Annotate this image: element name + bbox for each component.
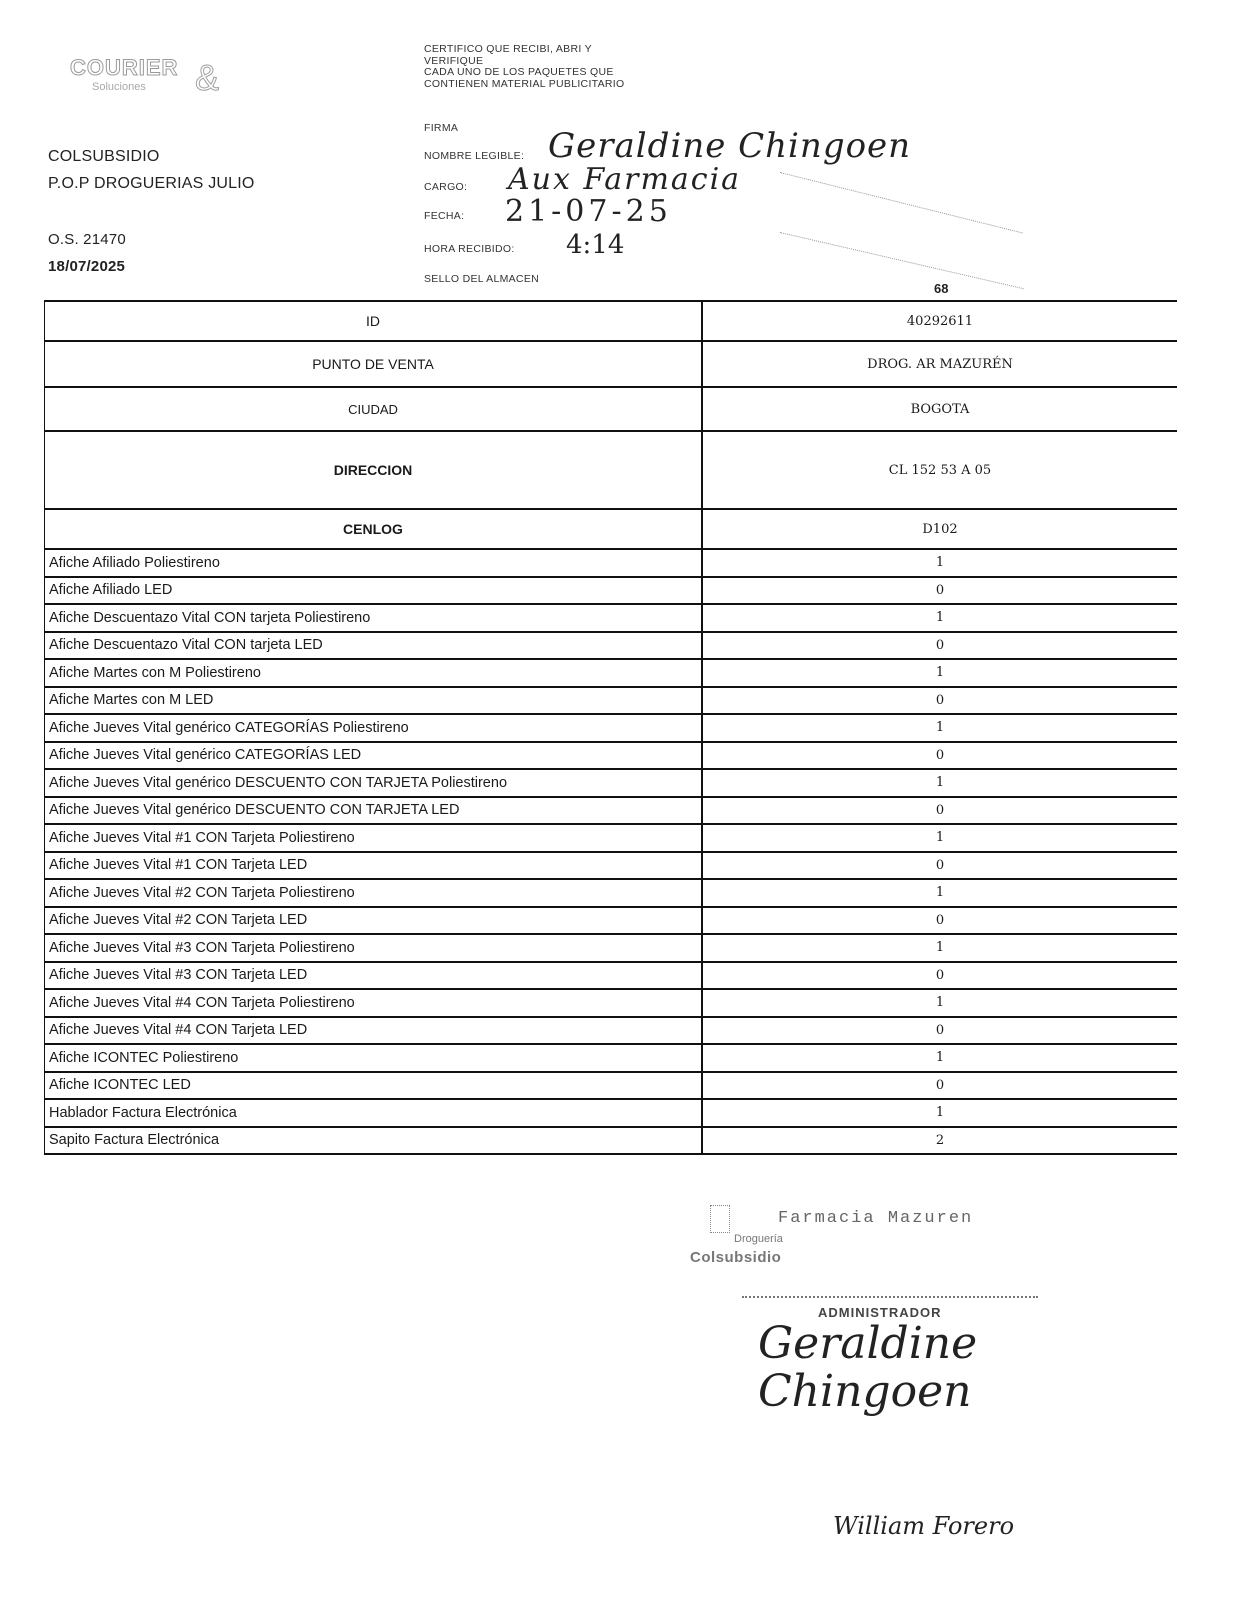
cert-line: CADA UNO DE LOS PAQUETES QUE [424,66,614,78]
item-qty: 1 [702,714,1177,742]
administrator-signature: Geraldine Chingoen [758,1318,978,1417]
item-row [45,769,1178,797]
nombre-label: NOMBRE LEGIBLE: [424,150,525,162]
item-qty: 1 [702,934,1177,962]
delivery-table [44,300,1177,1155]
item-qty: 1 [702,604,1177,632]
info-value: 40292611 [702,301,1177,341]
item-qty: 0 [702,907,1177,935]
document-date: 18/07/2025 [48,258,126,275]
item-qty: 2 [702,1127,1177,1155]
cargo-value: Aux Farmacia [508,162,742,197]
item-name: Afiche Jueves Vital #4 CON Tarjeta LED [45,1017,703,1045]
info-value: D102 [702,509,1177,549]
order-number: O.S. 21470 [48,231,126,248]
item-qty: 0 [702,742,1177,770]
stamp-number: 68 [934,281,949,296]
logo-mark-icon: & [195,57,220,98]
firma-label: FIRMA [424,122,459,134]
item-row [45,1072,1178,1100]
item-row [45,604,1178,632]
pharmacy-stamp [690,1195,1050,1305]
info-value: BOGOTA [702,387,1177,431]
item-row [45,687,1178,715]
item-row [45,577,1178,605]
warehouse-stamp-arc [780,232,1024,289]
item-name: Afiche Jueves Vital #3 CON Tarjeta LED [45,962,703,990]
item-name: Afiche Jueves Vital genérico DESCUENTO CON TARJETA LED [45,797,703,825]
company-name: COLSUBSIDIO [48,148,160,165]
item-row [45,852,1178,880]
item-name: Afiche Jueves Vital #4 CON Tarjeta Poliestireno [45,989,703,1017]
item-name: Afiche Jueves Vital #2 CON Tarjeta LED [45,907,703,935]
item-row [45,1127,1178,1155]
item-name: Afiche Martes con M LED [45,687,703,715]
item-name: Afiche Afiliado Poliestireno [45,549,703,577]
cert-line: CONTIENEN MATERIAL PUBLICITARIO [424,77,625,90]
stamp-brand-line2: Colsubsidio [690,1249,782,1266]
info-row-cenlog [45,509,1178,549]
item-qty: 1 [702,879,1177,907]
item-row [45,632,1178,660]
info-label: DIRECCION [45,431,703,509]
sello-label: SELLO DEL ALMACEN [424,273,540,285]
info-value: DROG. AR MAZURÉN [702,341,1177,387]
hora-value: 4:14 [566,230,625,260]
stamp-brand-line1: Droguería [734,1233,783,1245]
item-row [45,962,1178,990]
item-row [45,659,1178,687]
second-signature: William Forero [833,1512,1015,1540]
item-qty: 0 [702,632,1177,660]
courier-logo [70,55,230,111]
item-name: Afiche ICONTEC LED [45,1072,703,1100]
item-row [45,797,1178,825]
project-name: P.O.P DROGUERIAS JULIO [48,175,255,192]
item-qty: 0 [702,687,1177,715]
signature-line [742,1296,1038,1298]
info-row-direccion [45,431,1178,509]
item-qty: 1 [702,989,1177,1017]
item-row [45,989,1178,1017]
cert-line: VERIFIQUE [424,54,484,67]
info-row-ciudad [45,387,1178,431]
item-name: Afiche Jueves Vital genérico CATEGORÍAS LED [45,742,703,770]
item-qty: 1 [702,769,1177,797]
item-name: Afiche Martes con M Poliestireno [45,659,703,687]
item-qty: 1 [702,1044,1177,1072]
stamp-role: ADMINISTRADOR [818,1305,942,1320]
item-qty: 0 [702,852,1177,880]
item-row [45,1099,1178,1127]
info-value: CL 152 53 A 05 [702,431,1177,509]
item-qty: 0 [702,797,1177,825]
cargo-label: CARGO: [424,181,468,193]
item-name: Afiche Jueves Vital #2 CON Tarjeta Poliestireno [45,879,703,907]
item-row [45,714,1178,742]
item-qty: 1 [702,659,1177,687]
item-name: Afiche Jueves Vital genérico DESCUENTO CON TARJETA Poliestireno [45,769,703,797]
item-qty: 0 [702,1072,1177,1100]
item-qty: 1 [702,549,1177,577]
info-label: CIUDAD [45,387,703,431]
info-label: PUNTO DE VENTA [45,341,703,387]
item-name: Afiche Descuentazo Vital CON tarjeta LED [45,632,703,660]
info-label: CENLOG [45,509,703,549]
info-label: ID [45,301,703,341]
logo-subtext: Soluciones [92,81,146,93]
fecha-label: FECHA: [424,210,465,222]
nombre-value: Geraldine Chingoen [548,126,912,166]
item-row [45,907,1178,935]
stamp-store-name: Farmacia Mazuren [778,1209,974,1228]
item-qty: 1 [702,824,1177,852]
warehouse-stamp-arc [780,172,1023,233]
item-qty: 0 [702,577,1177,605]
cert-line: CERTIFICO QUE RECIBI, ABRI Y [424,43,592,55]
item-row [45,549,1178,577]
logo-text: COURIER [70,55,179,80]
item-row [45,1044,1178,1072]
item-qty: 1 [702,1099,1177,1127]
item-name: Afiche Jueves Vital #1 CON Tarjeta LED [45,852,703,880]
certification-text [424,44,624,90]
item-name: Afiche Descuentazo Vital CON tarjeta Poliestireno [45,604,703,632]
item-name: Hablador Factura Electrónica [45,1099,703,1127]
item-row [45,934,1178,962]
item-row [45,879,1178,907]
item-qty: 0 [702,962,1177,990]
hora-label: HORA RECIBIDO: [424,243,515,255]
drogueria-emblem-icon [710,1205,730,1233]
item-name: Afiche Jueves Vital #3 CON Tarjeta Poliestireno [45,934,703,962]
item-name: Afiche Afiliado LED [45,577,703,605]
item-name: Sapito Factura Electrónica [45,1127,703,1155]
item-row [45,742,1178,770]
item-name: Afiche Jueves Vital #1 CON Tarjeta Poliestireno [45,824,703,852]
info-row-punto-de-venta [45,341,1178,387]
item-name: Afiche ICONTEC Poliestireno [45,1044,703,1072]
item-row [45,1017,1178,1045]
item-row [45,824,1178,852]
info-row-id [45,301,1178,341]
fecha-value: 21-07-25 [505,194,672,229]
item-name: Afiche Jueves Vital genérico CATEGORÍAS Poliestireno [45,714,703,742]
item-qty: 0 [702,1017,1177,1045]
